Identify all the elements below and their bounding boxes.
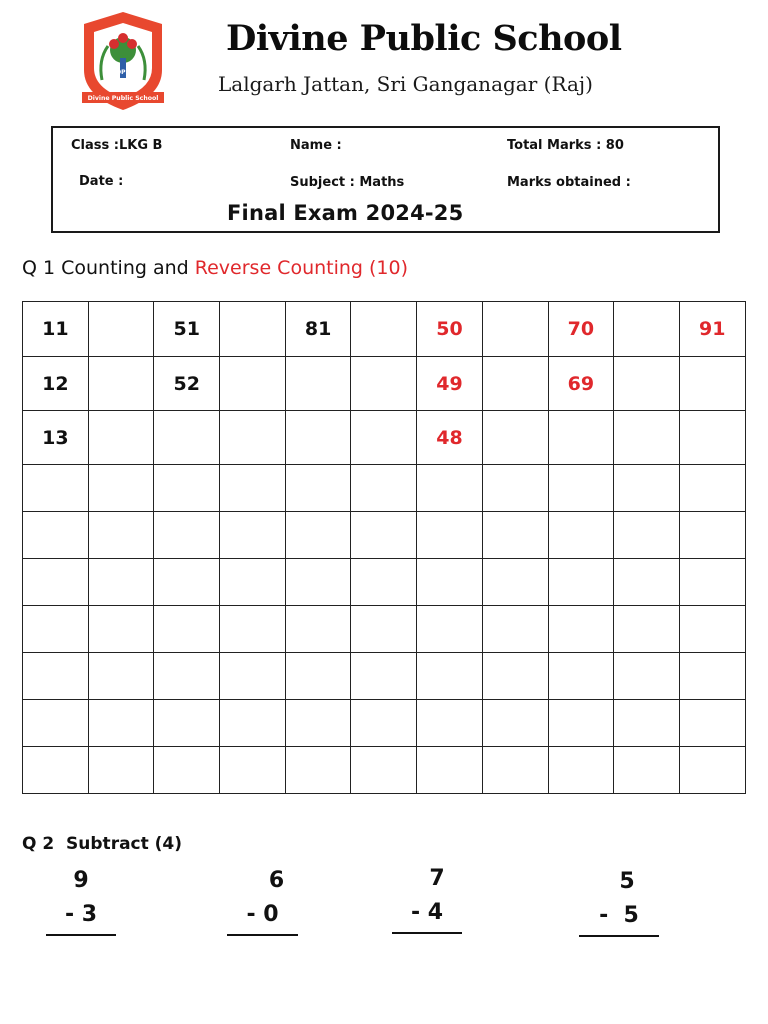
grid-cell[interactable] xyxy=(614,512,680,559)
grid-cell[interactable] xyxy=(351,411,417,465)
grid-cell[interactable] xyxy=(351,700,417,747)
grid-cell[interactable] xyxy=(417,465,483,512)
subtraction-problem xyxy=(392,866,462,946)
grid-cell[interactable] xyxy=(482,302,548,357)
grid-cell[interactable] xyxy=(614,700,680,747)
q2-heading xyxy=(22,834,182,854)
grid-cell[interactable] xyxy=(154,512,220,559)
grid-cell[interactable] xyxy=(285,411,351,465)
subtrahend: - 3 xyxy=(64,902,98,927)
grid-cell[interactable] xyxy=(417,653,483,700)
grid-cell[interactable] xyxy=(88,411,154,465)
grid-cell[interactable] xyxy=(285,700,351,747)
grid-cell[interactable] xyxy=(548,465,614,512)
grid-cell[interactable] xyxy=(220,411,286,465)
grid-cell[interactable] xyxy=(88,465,154,512)
q2-label: Q 2 xyxy=(22,834,55,854)
grid-cell: 12 xyxy=(23,357,89,411)
grid-cell[interactable] xyxy=(220,653,286,700)
grid-cell[interactable] xyxy=(482,653,548,700)
q1-heading xyxy=(22,257,408,279)
counting-grid xyxy=(22,301,746,794)
grid-cell[interactable] xyxy=(88,559,154,606)
grid-cell[interactable] xyxy=(154,606,220,653)
grid-cell[interactable] xyxy=(285,512,351,559)
grid-cell[interactable] xyxy=(351,302,417,357)
grid-cell[interactable] xyxy=(154,653,220,700)
grid-row xyxy=(23,700,746,747)
class-label: Class :LKG B xyxy=(71,138,163,153)
subtrahend: - 5 xyxy=(599,903,639,928)
grid-cell[interactable] xyxy=(154,747,220,794)
subtraction-problem xyxy=(46,868,116,948)
grid-cell[interactable] xyxy=(285,465,351,512)
grid-cell: 51 xyxy=(154,302,220,357)
grid-cell[interactable] xyxy=(614,302,680,357)
grid-cell[interactable] xyxy=(88,512,154,559)
grid-cell[interactable] xyxy=(88,357,154,411)
grid-cell[interactable] xyxy=(220,357,286,411)
grid-row xyxy=(23,357,746,411)
grid-cell[interactable] xyxy=(482,606,548,653)
grid-cell[interactable] xyxy=(88,606,154,653)
minuend: 6 xyxy=(268,868,285,893)
grid-cell[interactable] xyxy=(482,559,548,606)
grid-row xyxy=(23,465,746,512)
grid-cell[interactable] xyxy=(351,512,417,559)
minuend: 9 xyxy=(73,868,89,893)
minuend: 5 xyxy=(619,869,635,894)
grid-cell[interactable] xyxy=(88,747,154,794)
grid-row xyxy=(23,302,746,357)
grid-cell[interactable] xyxy=(351,606,417,653)
grid-row xyxy=(23,559,746,606)
logo-monogram: DPS xyxy=(116,69,130,76)
grid-cell[interactable] xyxy=(548,700,614,747)
answer-line[interactable] xyxy=(227,934,298,936)
grid-cell[interactable] xyxy=(679,747,745,794)
grid-cell[interactable] xyxy=(679,357,745,411)
grid-cell[interactable] xyxy=(23,606,89,653)
grid-row xyxy=(23,411,746,465)
exam-title: Final Exam 2024-25 xyxy=(227,201,464,225)
grid-cell[interactable] xyxy=(482,700,548,747)
grid-cell: 11 xyxy=(23,302,89,357)
grid-cell[interactable] xyxy=(417,700,483,747)
grid-row xyxy=(23,606,746,653)
date-label: Date : xyxy=(79,174,124,189)
grid-cell[interactable] xyxy=(154,465,220,512)
grid-cell[interactable] xyxy=(548,606,614,653)
subtraction-problem xyxy=(227,868,298,948)
grid-cell: 49 xyxy=(417,357,483,411)
grid-cell[interactable] xyxy=(679,559,745,606)
grid-cell[interactable] xyxy=(285,559,351,606)
grid-cell[interactable] xyxy=(285,747,351,794)
grid-cell: 52 xyxy=(154,357,220,411)
answer-line[interactable] xyxy=(392,932,462,934)
q1-heading-highlight: Reverse Counting (10) xyxy=(194,257,409,279)
grid-cell[interactable] xyxy=(154,411,220,465)
grid-cell[interactable] xyxy=(482,465,548,512)
minuend: 7 xyxy=(429,866,445,891)
grid-cell: 48 xyxy=(417,411,483,465)
grid-cell[interactable] xyxy=(417,559,483,606)
subject-label: Subject : Maths xyxy=(290,175,405,190)
grid-cell[interactable] xyxy=(23,465,89,512)
grid-cell[interactable] xyxy=(88,700,154,747)
school-logo xyxy=(74,10,172,114)
grid-cell[interactable] xyxy=(220,700,286,747)
grid-cell[interactable] xyxy=(220,559,286,606)
grid-row xyxy=(23,653,746,700)
marks-obtained-label: Marks obtained : xyxy=(507,175,631,190)
exam-info-box xyxy=(51,126,720,233)
grid-cell[interactable] xyxy=(23,559,89,606)
grid-cell[interactable] xyxy=(88,302,154,357)
answer-line[interactable] xyxy=(46,934,116,936)
grid-cell[interactable] xyxy=(614,747,680,794)
grid-cell[interactable] xyxy=(220,302,286,357)
grid-cell[interactable] xyxy=(614,357,680,411)
grid-cell[interactable] xyxy=(417,606,483,653)
grid-cell: 81 xyxy=(285,302,351,357)
grid-cell[interactable] xyxy=(482,411,548,465)
grid-row xyxy=(23,747,746,794)
grid-cell[interactable] xyxy=(220,747,286,794)
grid-cell[interactable] xyxy=(679,512,745,559)
grid-cell[interactable] xyxy=(285,606,351,653)
grid-cell[interactable] xyxy=(220,465,286,512)
grid-cell[interactable] xyxy=(285,357,351,411)
grid-cell[interactable] xyxy=(351,357,417,411)
grid-cell[interactable] xyxy=(88,653,154,700)
subtrahend: - 4 xyxy=(410,900,444,925)
grid-cell: 50 xyxy=(417,302,483,357)
grid-cell[interactable] xyxy=(482,357,548,411)
grid-cell[interactable] xyxy=(417,512,483,559)
grid-cell[interactable] xyxy=(614,465,680,512)
grid-cell[interactable] xyxy=(154,559,220,606)
total-marks: Total Marks : 80 xyxy=(507,138,624,153)
grid-cell[interactable] xyxy=(548,559,614,606)
grid-cell[interactable] xyxy=(351,465,417,512)
grid-cell[interactable] xyxy=(482,747,548,794)
school-name: Divine Public School xyxy=(226,18,622,59)
grid-cell[interactable] xyxy=(285,653,351,700)
grid-cell[interactable] xyxy=(23,747,89,794)
grid-cell[interactable] xyxy=(679,653,745,700)
grid-cell[interactable] xyxy=(351,747,417,794)
grid-cell[interactable] xyxy=(614,411,680,465)
grid-cell[interactable] xyxy=(351,559,417,606)
grid-cell[interactable] xyxy=(154,700,220,747)
q2-title: Subtract (4) xyxy=(66,834,183,854)
logo-ribbon-text: Divine Public School xyxy=(87,95,159,102)
grid-cell[interactable] xyxy=(482,512,548,559)
grid-cell[interactable] xyxy=(679,606,745,653)
grid-cell[interactable] xyxy=(23,700,89,747)
grid-cell[interactable] xyxy=(220,606,286,653)
grid-cell[interactable] xyxy=(614,559,680,606)
subtraction-problem xyxy=(579,869,659,949)
grid-cell: 13 xyxy=(23,411,89,465)
q1-heading-prefix: Q 1 Counting and xyxy=(22,257,195,279)
grid-cell[interactable] xyxy=(23,653,89,700)
grid-cell[interactable] xyxy=(417,747,483,794)
grid-cell[interactable] xyxy=(548,411,614,465)
grid-cell[interactable] xyxy=(548,512,614,559)
grid-cell[interactable] xyxy=(679,465,745,512)
grid-cell[interactable] xyxy=(351,653,417,700)
grid-cell[interactable] xyxy=(614,606,680,653)
grid-cell[interactable] xyxy=(548,747,614,794)
grid-cell[interactable] xyxy=(614,653,680,700)
subtrahend: - 0 xyxy=(246,902,279,927)
answer-line[interactable] xyxy=(579,935,659,937)
grid-cell[interactable] xyxy=(23,512,89,559)
name-label: Name : xyxy=(290,138,342,153)
grid-cell: 70 xyxy=(548,302,614,357)
grid-cell[interactable] xyxy=(220,512,286,559)
grid-row xyxy=(23,512,746,559)
grid-cell: 91 xyxy=(679,302,745,357)
school-address: Lalgarh Jattan, Sri Ganganagar (Raj) xyxy=(218,72,593,96)
grid-cell[interactable] xyxy=(679,411,745,465)
grid-cell[interactable] xyxy=(679,700,745,747)
grid-cell[interactable] xyxy=(548,653,614,700)
grid-cell: 69 xyxy=(548,357,614,411)
